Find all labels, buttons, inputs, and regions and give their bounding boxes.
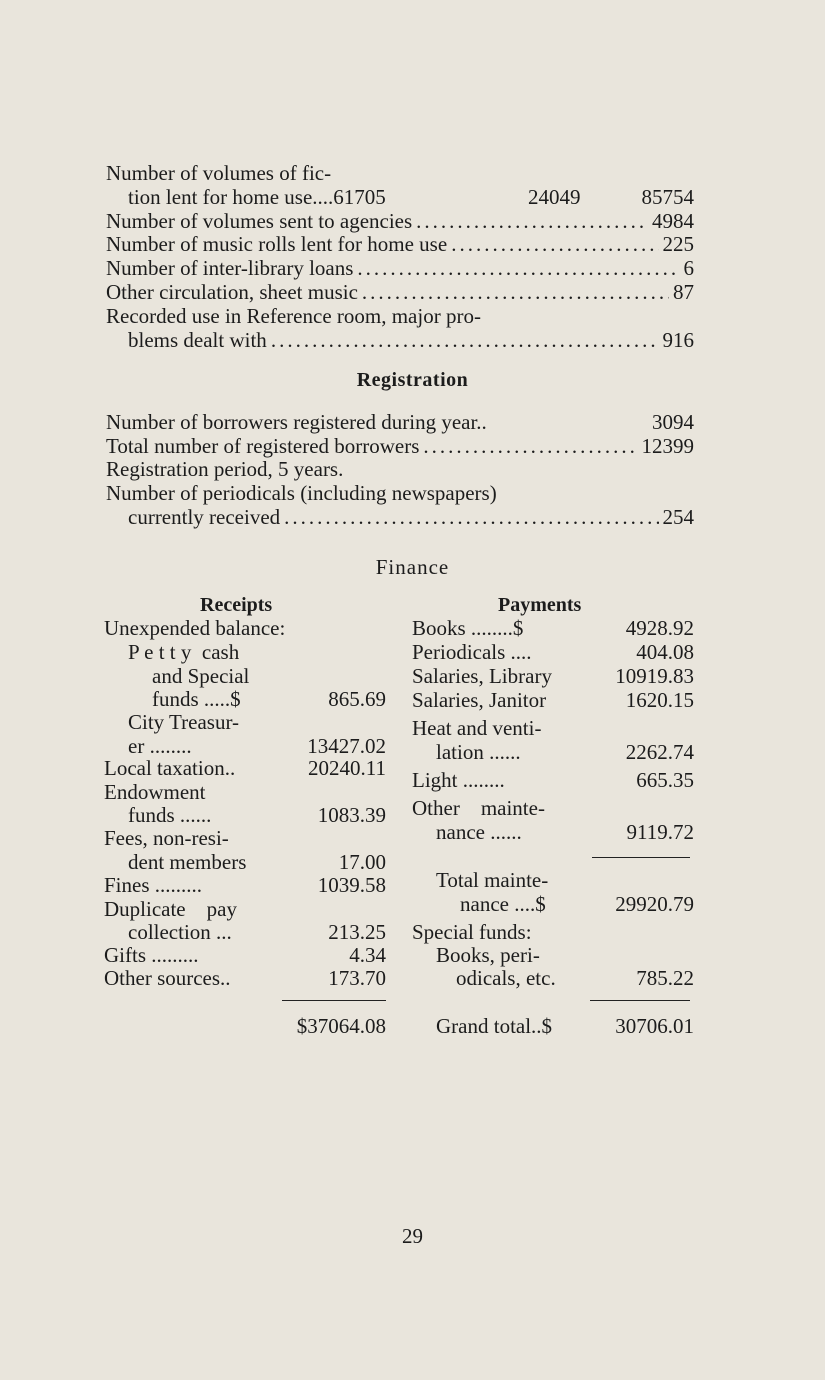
petty-cash-label-3: funds .....$	[152, 687, 241, 711]
other-maintenance-label-2: nance ......	[436, 820, 522, 844]
other-maintenance-label-1: Other mainte-	[412, 796, 545, 820]
salaries-library-value: 10919.83	[615, 664, 694, 688]
fines-value: 1039.58	[317, 873, 386, 897]
payments-periodicals-value: 404.08	[636, 640, 694, 664]
borrowers-total-label: Total number of registered borrowers	[106, 434, 420, 458]
other-maintenance-value: 9119.72	[626, 820, 694, 844]
endowment-label-1: Endowment	[104, 780, 206, 804]
music-value: 225	[662, 232, 694, 256]
interlibrary-row	[106, 256, 694, 280]
receipts-total-rule	[282, 1000, 386, 1001]
duplicate-pay-label-2: collection ...	[128, 920, 232, 944]
other-sources-label: Other sources..	[104, 966, 231, 990]
total-maintenance-label-1: Total mainte-	[436, 868, 549, 892]
borrowers-year-value: 3094	[652, 410, 694, 434]
music-label: Number of music rolls lent for home use	[106, 232, 448, 256]
special-funds-label-3: odicals, etc.	[456, 966, 556, 990]
light-label: Light ........	[412, 768, 505, 792]
interlibrary-label: Number of inter-library loans	[106, 256, 354, 280]
fiction-mid-value: 24049	[528, 185, 581, 209]
fiction-label-line-1: Number of volumes of fic-	[106, 161, 332, 185]
grand-total-label: Grand total..$	[436, 1014, 553, 1038]
light-value: 665.35	[636, 768, 694, 792]
petty-cash-label-2: and Special	[152, 664, 250, 688]
reference-value: 916	[662, 328, 694, 352]
gifts-label: Gifts .........	[104, 943, 199, 967]
total-maintenance-value: 29920.79	[615, 892, 694, 916]
payments-heading: Payments	[498, 594, 582, 616]
page-number: 29	[402, 1224, 423, 1248]
reference-label-line-2: blems dealt with	[128, 328, 267, 352]
music-row	[106, 232, 694, 256]
grand-total-value: 30706.01	[615, 1014, 694, 1038]
reference-row	[128, 328, 694, 352]
interlibrary-value: 6	[683, 256, 694, 280]
finance-heading: Finance	[375, 555, 450, 579]
fines-label: Fines .........	[104, 873, 203, 897]
petty-cash-value: 865.69	[328, 687, 386, 711]
endowment-label-2: funds ......	[128, 803, 212, 827]
total-maintenance-label-2: nance ....$	[460, 892, 546, 916]
borrowers-total-row	[106, 434, 694, 458]
local-taxation-label: Local taxation..	[104, 756, 236, 780]
city-treasurer-value: 13427.02	[307, 734, 386, 758]
agencies-row	[106, 209, 694, 233]
heat-label-2: lation ......	[436, 740, 521, 764]
sheet-music-label: Other circulation, sheet music	[106, 280, 358, 304]
salaries-janitor-value: 1620.15	[625, 688, 694, 712]
borrowers-year-row	[106, 410, 694, 434]
sheet-music-value: 87	[673, 280, 694, 304]
borrowers-total-value: 12399	[641, 434, 694, 458]
agencies-label: Number of volumes sent to agencies	[106, 209, 413, 233]
gifts-value: 4.34	[349, 943, 386, 967]
payments-column	[412, 593, 694, 1053]
registration-period: Registration period, 5 years.	[106, 457, 344, 481]
receipts-heading: Receipts	[200, 594, 273, 616]
books-value: 4928.92	[625, 616, 694, 640]
fees-value: 17.00	[338, 850, 386, 874]
reference-label-line-1: Recorded use in Reference room, major pro-	[106, 304, 481, 328]
periodicals-value: 254	[662, 505, 694, 529]
special-funds-label-1: Special funds:	[412, 920, 532, 944]
fiction-total-value: 85754	[641, 185, 694, 209]
unexpended-label: Unexpended balance:	[104, 616, 286, 640]
salaries-library-label: Salaries, Library	[412, 664, 552, 688]
registration-heading: Registration	[356, 369, 469, 391]
fees-label-1: Fees, non-resi-	[104, 826, 229, 850]
receipts-total: $37064.08	[296, 1014, 386, 1038]
heat-value: 2262.74	[625, 740, 694, 764]
fiction-label-line-2: tion lent for home use....61705	[128, 185, 386, 209]
endowment-value: 1083.39	[317, 803, 386, 827]
heat-label-1: Heat and venti-	[412, 716, 542, 740]
local-taxation-value: 20240.11	[308, 756, 386, 780]
books-label: Books ........$	[412, 616, 524, 640]
sheet-music-row	[106, 280, 694, 304]
salaries-janitor-label: Salaries, Janitor	[412, 688, 547, 712]
petty-cash-label-1: P e t t y cash	[128, 640, 240, 664]
payments-periodicals-label: Periodicals ....	[412, 640, 532, 664]
city-treasurer-label-1: City Treasur-	[128, 710, 240, 734]
maintenance-rule	[592, 857, 690, 858]
borrowers-year-label: Number of borrowers registered during year..	[106, 410, 487, 434]
agencies-value: 4984	[652, 209, 694, 233]
special-funds-value: 785.22	[636, 966, 694, 990]
other-sources-value: 173.70	[328, 966, 386, 990]
city-treasurer-label-2: er ........	[128, 734, 192, 758]
receipts-column	[104, 593, 386, 1053]
fees-label-2: dent members	[128, 850, 247, 874]
duplicate-pay-value: 213.25	[328, 920, 386, 944]
duplicate-pay-label-1: Duplicate pay	[104, 897, 237, 921]
payments-total-rule	[590, 1000, 690, 1001]
periodicals-row	[128, 505, 694, 529]
special-funds-label-2: Books, peri-	[436, 943, 540, 967]
periodicals-label-line-2: currently received	[128, 505, 281, 529]
fiction-row	[128, 185, 694, 209]
periodicals-label-line-1: Number of periodicals (including newspapers)	[106, 481, 497, 505]
